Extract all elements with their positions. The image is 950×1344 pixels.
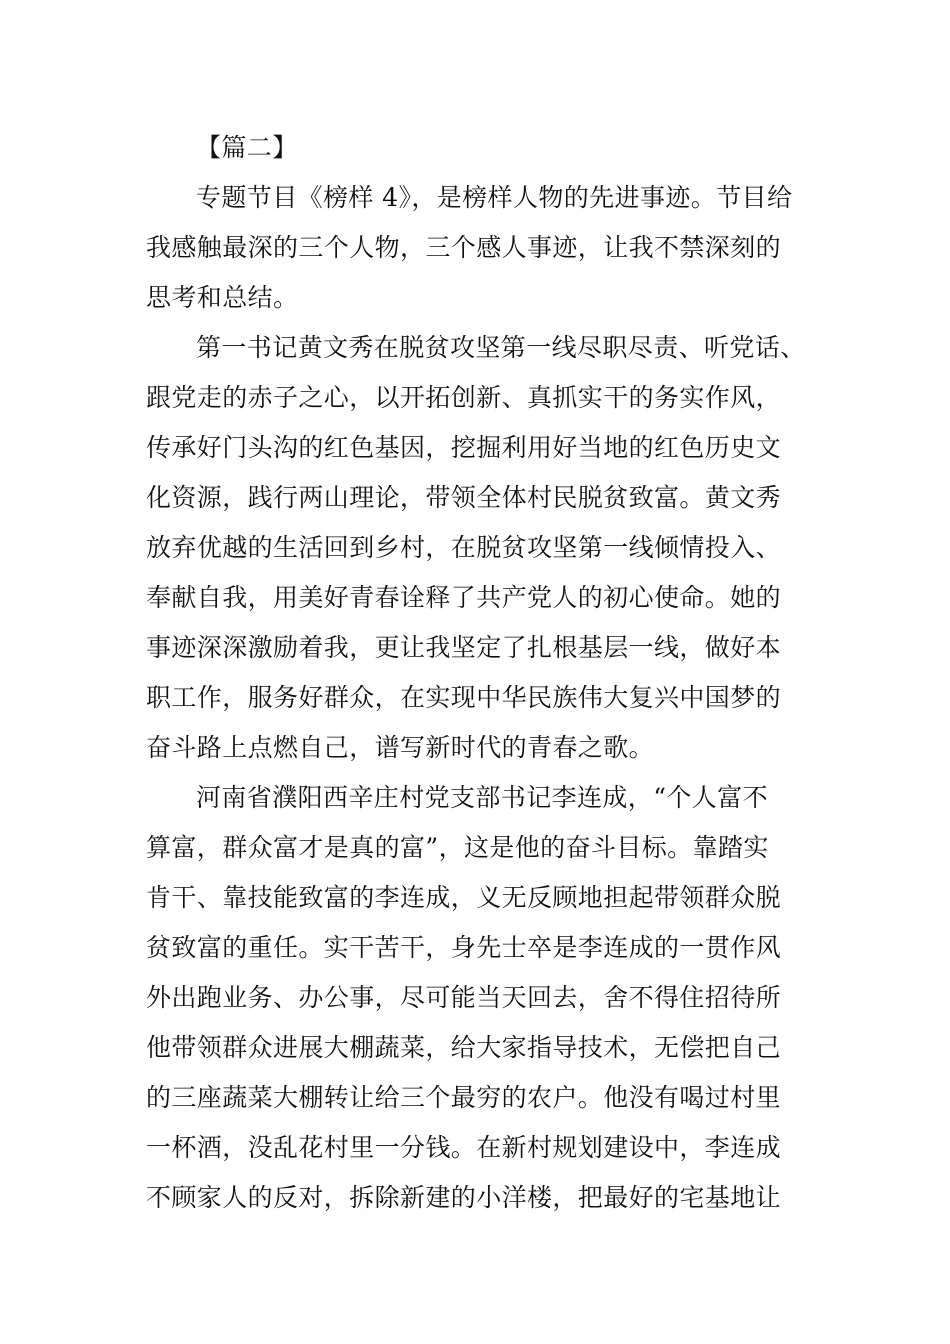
section-heading: 【篇二】 [196,133,298,162]
text-line: 肯干、靠技能致富的李连成，义无反顾地担起带领群众脱 [146,883,782,912]
text-line: 放弃优越的生活回到乡村，在脱贫攻坚第一线倾情投入、 [146,533,782,562]
text-line: 算富，群众富才是真的富”，这是他的奋斗目标。靠踏实 [146,833,769,862]
text-line: 奉献自我，用美好青春诠释了共产党人的初心使命。她的 [146,583,782,612]
text-line: 的三座蔬菜大棚转让给三个最穷的农户。他没有喝过村里 [146,1083,782,1112]
text-line: 外出跑业务、办公事，尽可能当天回去，舍不得住招待所 [146,983,782,1012]
text-line: 化资源，践行两山理论，带领全体村民脱贫致富。黄文秀 [146,483,782,512]
text-line: 职工作，服务好群众，在实现中华民族伟大复兴中国梦的 [146,683,782,712]
text-line: 贫致富的重任。实干苦干，身先士卒是李连成的一贯作风 [146,933,782,962]
text-line: 传承好门头沟的红色基因，挖掘利用好当地的红色历史文 [146,433,782,462]
text-line: 不顾家人的反对，拆除新建的小洋楼，把最好的宅基地让 [146,1183,782,1212]
text-line: 河南省濮阳西辛庄村党支部书记李连成，“个人富不 [196,783,768,812]
text-line: 他带领群众进展大棚蔬菜，给大家指导技术，无偿把自己 [146,1033,782,1062]
text-line: 跟党走的赤子之心，以开拓创新、真抓实干的务实作风， [146,383,782,412]
text-line: 思考和总结。 [146,283,299,312]
text-line: 我感触最深的三个人物，三个感人事迹，让我不禁深刻的 [146,233,782,262]
text-line: 一杯酒，没乱花村里一分钱。在新村规划建设中，李连成 [146,1133,782,1162]
text-line: 专题节目《榜样 4》，是榜样人物的先进事迹。节目给 [196,183,793,212]
text-line: 第一书记黄文秀在脱贫攻坚第一线尽职尽责、听党话、 [196,333,806,362]
text-line: 奋斗路上点燃自己，谱写新时代的青春之歌。 [146,733,655,762]
text-line: 事迹深深激励着我，更让我坚定了扎根基层一线，做好本 [146,633,782,662]
